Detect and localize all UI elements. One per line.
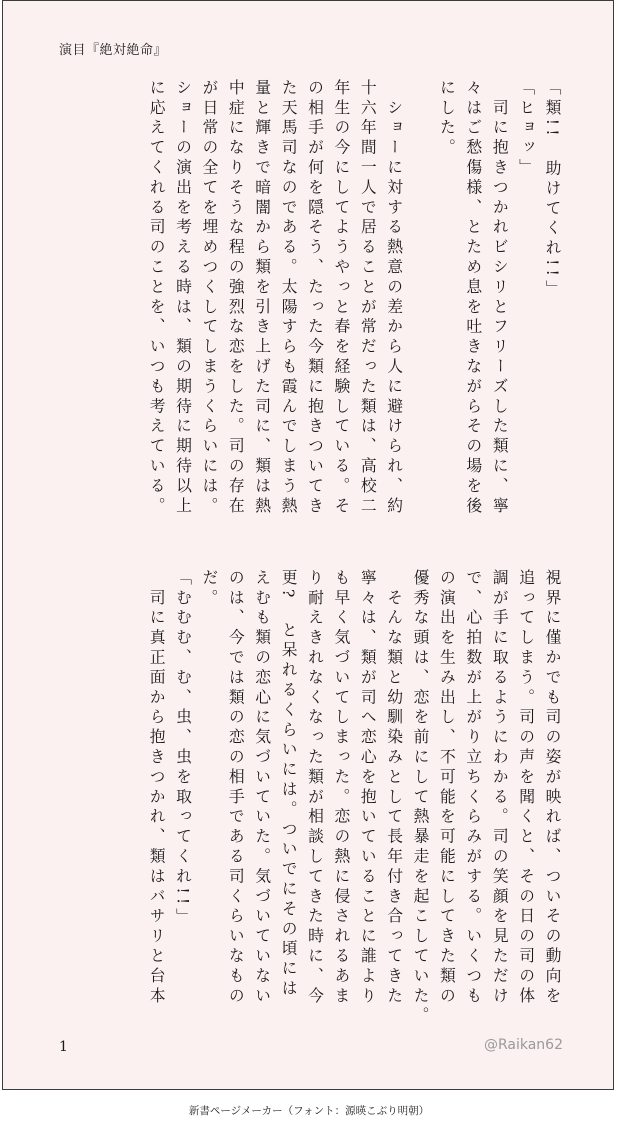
text-line: 中症になりそうな程の強烈な恋をした。司の存在	[226, 79, 246, 517]
author-handle: @Raikan62	[483, 1037, 563, 1053]
text-line: ショーの演出を考える時は、類の期待に期待以上	[173, 79, 193, 517]
text-line: 十六年間一人で居ることが常だった類は、高校二	[358, 79, 378, 517]
text-line: そんな類と幼馴染みとして長年付き合ってきた	[384, 569, 404, 1007]
text-line: 量と輝きで暗闇から類を引き上げた司に、類は熱	[252, 79, 272, 517]
text-line: 「ヒョッ」	[516, 79, 536, 179]
page-number: 1	[59, 1039, 68, 1055]
text-line: えむも類の恋心に気づいていた。気づいていない	[252, 569, 272, 1007]
text-line	[402, 79, 428, 519]
text-line: 々はご愁傷様、とため息を吐きながらその場を後	[463, 79, 483, 517]
text-line: の相手が何を隠そう、たった今類に抱きついてき	[305, 79, 325, 517]
text-line: に応えてくれる司のことを、いつも考えている。	[147, 79, 167, 517]
text-line: が日常の全てを埋めつくしてしまうくらいには。	[199, 79, 219, 517]
text-line: 優秀な頭は、恋を前にして熱暴走を起こしていた。	[411, 569, 431, 1027]
text-line: 追ってしまう。司の声を聞くと、その日の司の体	[516, 569, 536, 1007]
top-text-column	[138, 79, 560, 519]
text-line: 視界に僅かでも司の姿が映れば、ついその動向を	[543, 569, 562, 1007]
text-line: 寧々は、類が司へ恋心を抱いていることに誰より	[358, 569, 378, 1007]
text-line: 司に抱きつかれビシリとフリーズした類に、寧	[490, 79, 510, 517]
text-line: た天馬司なのである。太陽すらも霞んでしまう熱	[279, 79, 299, 517]
text-line: 更? と呆れるくらいには。ついでにその頃には	[279, 569, 299, 1000]
text-line: のは、今では類の恋の相手である司くらいなもの	[226, 569, 246, 1007]
bottom-text-column	[138, 569, 562, 1027]
text-line: 司に真正面から抱きつかれ、類はバサリと台本	[147, 569, 167, 1007]
text-line: も早く気づいてしまった。恋の熱に侵されるあま	[331, 569, 351, 1007]
text-line: にした。	[437, 79, 457, 159]
book-page	[2, 0, 614, 1090]
text-line: り耐えきれなくなった類が相談してきた時に、今	[305, 569, 325, 1007]
text-line: だ。	[199, 569, 219, 609]
footer-credit: 新書ページメーカー（フォント：源暎こぶり明朝）	[188, 1105, 430, 1117]
page-header-title: 演目『絶対絶命』	[59, 43, 168, 58]
text-line: 年生の今にしてようやっと春を経験している。そ	[331, 79, 351, 517]
text-line: 「むむむ、む、虫、虫を取ってくれ!!」	[173, 569, 193, 929]
text-line: の演出を生み出し、不可能を可能にしてきた類の	[437, 569, 457, 1007]
text-line: 調が手に取るようにわかる。司の笑顔を見ただけ	[490, 569, 510, 1007]
text-line: 「類!! 助けてくれ!!」	[543, 79, 562, 300]
text-line: ショーに対する熱意の差から人に避けられ、約	[384, 79, 404, 517]
text-line: で、心拍数が上がり立ちくらみがする。いくつも	[463, 569, 483, 1007]
